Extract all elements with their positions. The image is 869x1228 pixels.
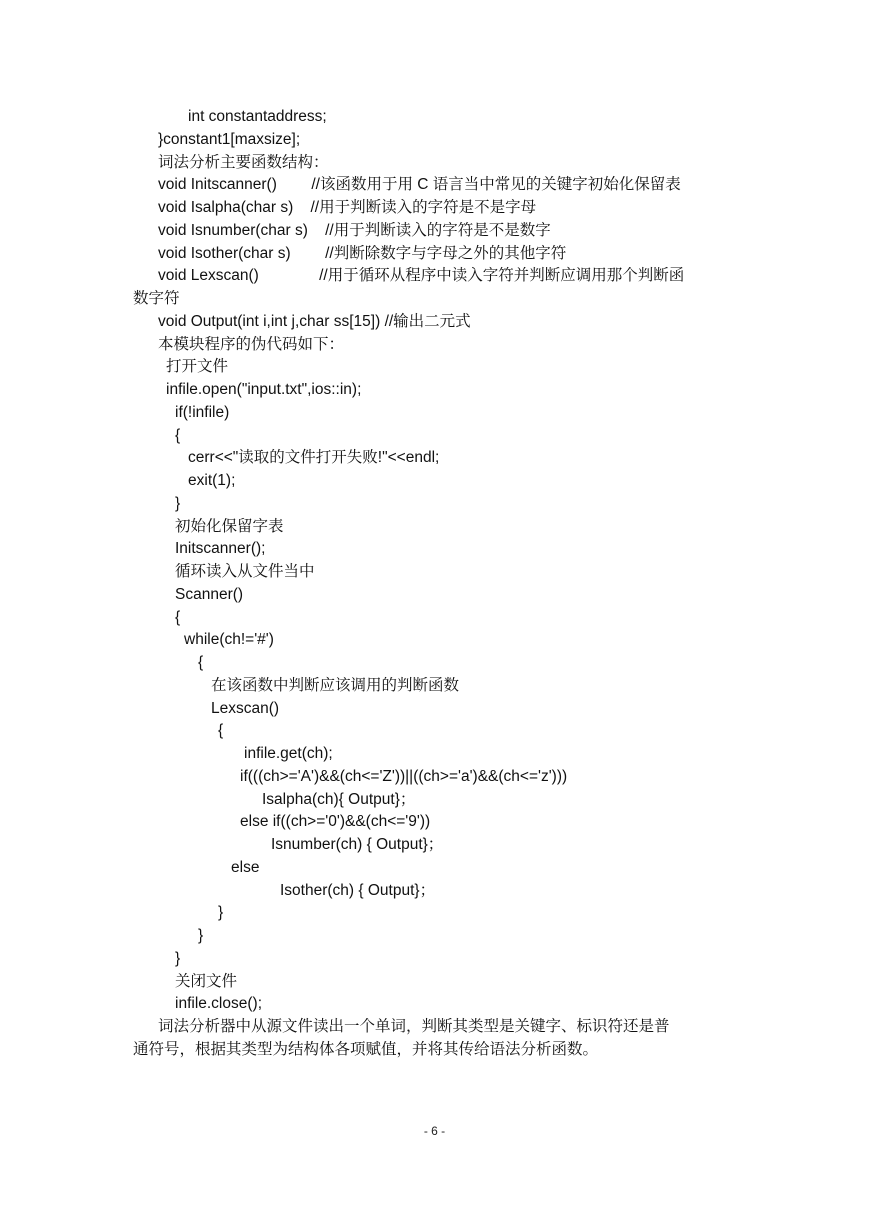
text-line: void Output(int i,int j,char ss[15]) //输出二元式 bbox=[158, 313, 471, 330]
text-line: void Isalpha(char s) //用于判断读入的字符是不是字母 bbox=[158, 199, 537, 216]
text-line: cerr<<"读取的文件打开失败!"<<endl; bbox=[188, 449, 440, 466]
text-line: while(ch!='#') bbox=[184, 631, 274, 648]
text-line: Isalpha(ch){ Output}； bbox=[262, 791, 416, 808]
text-line: { bbox=[175, 609, 181, 626]
text-line: else bbox=[231, 859, 260, 876]
text-line: void Lexscan() //用于循环从程序中读入字符并判断应调用那个判断函 bbox=[158, 267, 685, 284]
text-line: } bbox=[175, 495, 181, 512]
text-line: 打开文件 bbox=[166, 358, 229, 375]
text-line: { bbox=[218, 722, 224, 739]
text-line: { bbox=[198, 654, 204, 671]
text-line: void Isnumber(char s) //用于判断读入的字符是不是数字 bbox=[158, 222, 551, 239]
text-line: if(!infile) bbox=[175, 404, 230, 421]
text-line: infile.close(); bbox=[175, 995, 262, 1012]
text-line: 关闭文件 bbox=[175, 973, 238, 990]
text-line: int constantaddress; bbox=[188, 108, 327, 125]
text-line: Isother(ch) { Output}； bbox=[280, 882, 436, 899]
text-line: 词法分析器中从源文件读出一个单词，判断其类型是关键字、标识符还是普 bbox=[158, 1018, 670, 1035]
text-line: }constant1[maxsize]; bbox=[158, 131, 301, 148]
text-line: Initscanner(); bbox=[175, 540, 266, 557]
text-line: exit(1); bbox=[188, 472, 236, 489]
text-line: 本模块程序的伪代码如下： bbox=[158, 336, 345, 353]
text-line: 初始化保留字表 bbox=[175, 518, 284, 535]
text-line: Lexscan() bbox=[211, 700, 280, 717]
text-line: 数字符 bbox=[133, 290, 180, 307]
text-line: { bbox=[175, 427, 181, 444]
text-line: infile.open("input.txt",ios::in); bbox=[166, 381, 362, 398]
text-line: 循环读入从文件当中 bbox=[175, 563, 315, 580]
page-number: - 6 - bbox=[423, 1124, 446, 1138]
text-line: 词法分析主要函数结构： bbox=[158, 154, 329, 171]
text-line: 在该函数中判断应该调用的判断函数 bbox=[211, 677, 460, 694]
text-line: } bbox=[218, 904, 224, 921]
text-line: else if((ch>='0')&&(ch<='9')) bbox=[240, 813, 431, 830]
text-line: void Initscanner() //该函数用于用 C 语言当中常见的关键字初始化保留表 bbox=[158, 176, 681, 193]
text-line: infile.get(ch); bbox=[244, 745, 333, 762]
text-line: 通符号，根据其类型为结构体各项赋值，并将其传给语法分析函数。 bbox=[133, 1041, 599, 1058]
text-line: Scanner() bbox=[175, 586, 244, 603]
text-line: Isnumber(ch) { Output}； bbox=[271, 836, 444, 853]
text-line: void Isother(char s) //判断除数字与字母之外的其他字符 bbox=[158, 245, 567, 262]
text-line: if(((ch>='A')&&(ch<='Z'))||((ch>='a')&&(ch<='z'))) bbox=[240, 768, 568, 785]
text-line: } bbox=[198, 927, 204, 944]
text-line: } bbox=[175, 950, 181, 967]
